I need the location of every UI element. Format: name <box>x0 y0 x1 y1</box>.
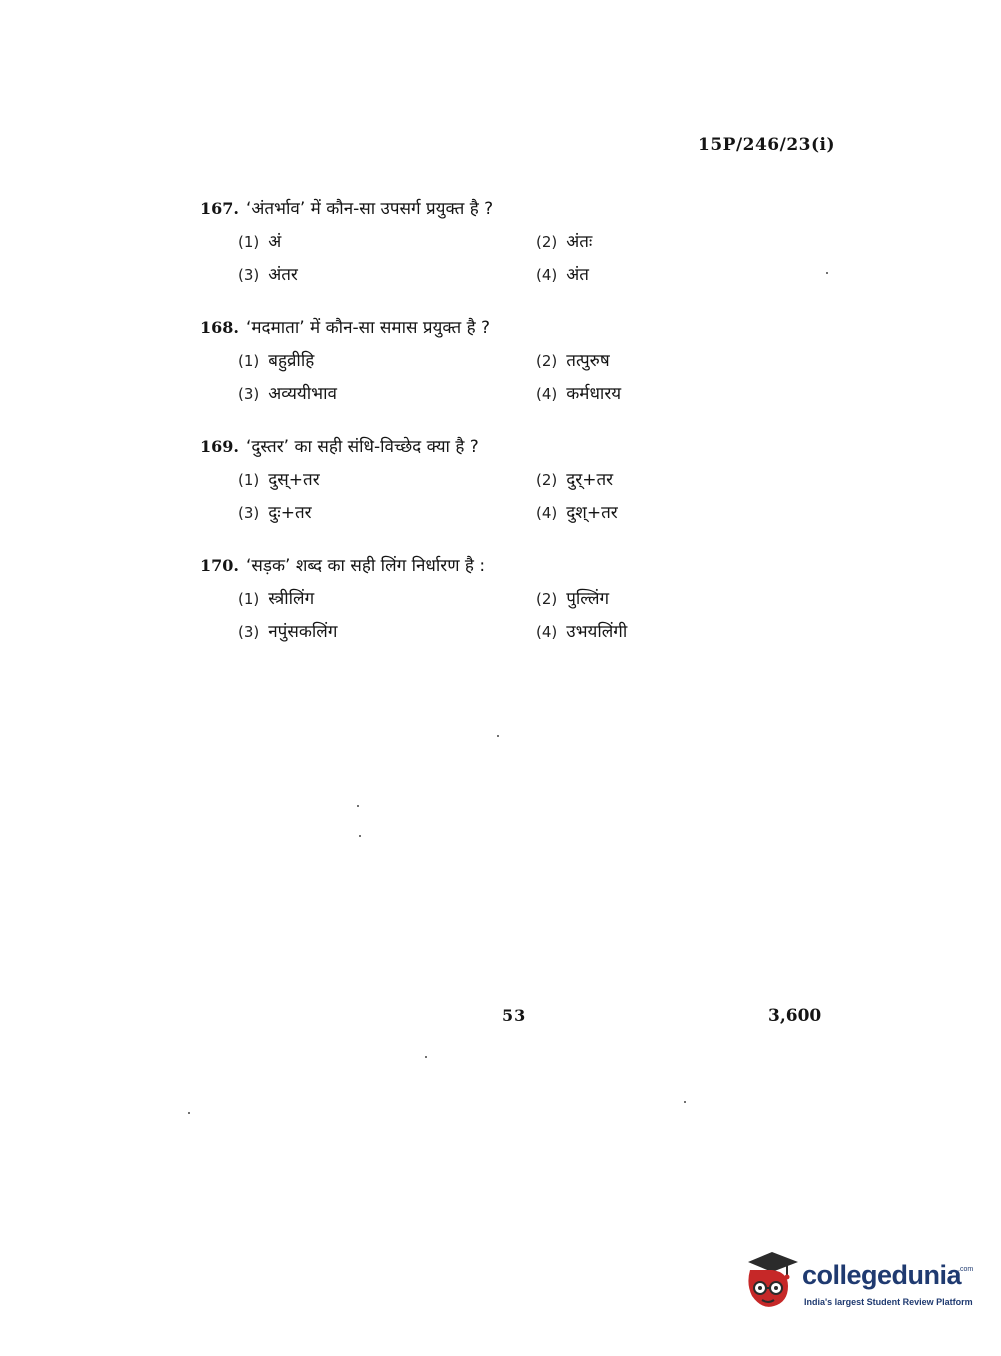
question-number: 167. <box>200 199 239 218</box>
option-2: (2) दुर्+तर <box>536 470 614 490</box>
option-3: (3) अंतर <box>238 265 298 285</box>
scan-speck <box>826 272 828 274</box>
question-stem <box>200 196 860 220</box>
question-text: ‘मदमाता’ में कौन-सा समास प्रयुक्त है ? <box>245 318 491 338</box>
question-170 <box>200 553 860 652</box>
option-4: (4) अंत <box>536 265 589 285</box>
option-2: (2) तत्पुरुष <box>536 351 610 371</box>
scan-speck <box>357 805 359 807</box>
option-1: (1) बहुव्रीहि <box>238 351 315 371</box>
scan-speck <box>188 1112 190 1114</box>
option-3: (3) अव्ययीभाव <box>238 384 337 404</box>
options <box>200 467 860 533</box>
question-number: 168. <box>200 318 239 337</box>
option-2: (2) अंतः <box>536 232 593 252</box>
options <box>200 229 860 295</box>
question-text: ‘अंतर्भाव’ में कौन-सा उपसर्ग प्रयुक्त है ? <box>245 199 494 219</box>
graduate-cartoon-icon <box>742 1250 800 1314</box>
option-1: (1) स्त्रीलिंग <box>238 589 315 609</box>
options <box>200 586 860 652</box>
option-2: (2) पुल्लिंग <box>536 589 610 609</box>
option-1: (1) अं <box>238 232 282 252</box>
paper-code: 15P/246/23(i) <box>698 135 836 155</box>
option-3: (3) नपुंसकलिंग <box>238 622 338 642</box>
collegedunia-watermark <box>742 1250 972 1320</box>
scan-speck <box>359 835 361 837</box>
option-4: (4) उभयलिंगी <box>536 622 628 642</box>
brand-domain: .com <box>958 1266 974 1273</box>
question-167 <box>200 196 860 295</box>
question-text: ‘दुस्तर’ का सही संधि-विच्छेद क्या है ? <box>245 437 479 457</box>
question-169 <box>200 434 860 533</box>
question-168 <box>200 315 860 414</box>
option-4: (4) कर्मधारय <box>536 384 622 404</box>
options <box>200 348 860 414</box>
page-number: 53 <box>502 1006 527 1025</box>
question-text: ‘सड़क’ शब्द का सही लिंग निर्धारण है : <box>245 556 486 576</box>
question-number: 169. <box>200 437 239 456</box>
scan-speck <box>684 1101 686 1103</box>
option-1: (1) दुस्+तर <box>238 470 320 490</box>
option-3: (3) दुः+तर <box>238 503 312 523</box>
question-stem <box>200 553 860 577</box>
question-stem <box>200 315 860 339</box>
brand-name: collegedunia <box>802 1260 962 1290</box>
scan-speck <box>425 1056 427 1058</box>
question-number: 170. <box>200 556 239 575</box>
question-stem <box>200 434 860 458</box>
brand-tagline: India's largest Student Review Platform <box>804 1297 973 1307</box>
option-4: (4) दुश्+तर <box>536 503 618 523</box>
copy-count: 3,600 <box>768 1006 822 1026</box>
scan-speck <box>497 735 499 737</box>
